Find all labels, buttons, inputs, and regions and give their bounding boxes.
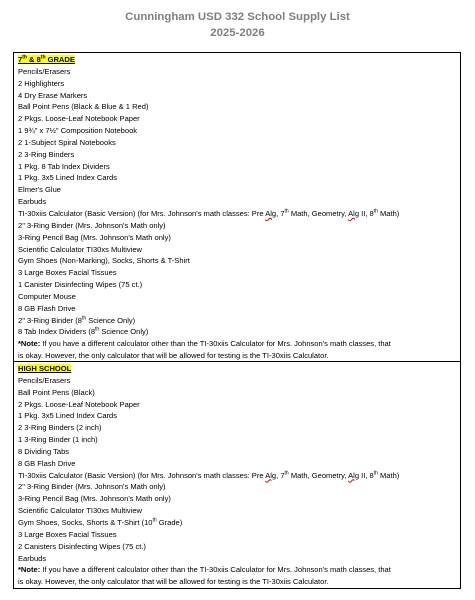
list-item: 8 GB Flash Drive <box>18 303 76 313</box>
list-item: Pencils/Erasers <box>18 375 71 385</box>
calculator-note-line-2: is okay. However, the only calculator that will be allowed for testing is the TI-30xiis Calculator. <box>18 577 329 587</box>
list-item: Ball Point Pens (Black & Blue & 1 Red) <box>18 102 149 112</box>
list-item: 1 3-Ring Binder (1 inch) <box>18 435 98 445</box>
heading-highlight <box>18 55 75 64</box>
item-text: Science Only) <box>86 315 136 325</box>
list-item: 2 Highlighters <box>18 78 65 88</box>
list-item: 8 Dividing Tabs <box>18 446 70 456</box>
calc-sup: th <box>373 470 378 477</box>
list-item: 2 Pkgs. Loose-Leaf Notebook Paper <box>18 399 140 409</box>
list-item: Pencils/Erasers <box>18 66 71 76</box>
calc-text: Alg <box>348 470 360 480</box>
calculator-note-line-1 <box>14 564 460 576</box>
list-item-calculator <box>14 208 460 220</box>
heading-sup: th <box>22 54 27 61</box>
note-text: If you have a different calculator other than the TI-30xiis Calculator for Mrs. Johnson's math classes, that <box>40 339 391 349</box>
list-item: 3-Ring Pencil Bag (Mrs. Johnson's Math only) <box>18 232 171 242</box>
item-text: Science Only) <box>99 327 149 337</box>
list-item: Gym Shoes (Non-Marking), Socks, Shorts & T-Shirt <box>18 256 190 266</box>
heading-text: GRADE <box>45 55 75 64</box>
list-item: 1 Pkg. 8 Tab Index Dividers <box>18 161 110 171</box>
item-text: Gym Shoes, Socks, Shorts & T-Shirt (10 <box>18 517 153 527</box>
note-text: If you have a different calculator other than the TI-30xiis Calculator for Mrs. Johnson's math classes, that <box>40 565 391 575</box>
list-item: 2 3-Ring Binders <box>18 149 75 159</box>
calc-text: Math) <box>377 470 400 480</box>
calc-text: II, 8 <box>359 470 374 480</box>
document-title-block <box>0 9 475 41</box>
list-item: Scientific Calculator TI30xs Multiview <box>18 244 143 254</box>
heading-text: & 8 <box>26 55 41 64</box>
section-7th-8th-grade <box>14 53 460 362</box>
heading-sup: th <box>40 54 46 61</box>
list-item: 2 Pkgs. Loose-Leaf Notebook Paper <box>18 114 140 124</box>
list-item: 1 Pkg. 3x5 Lined Index Cards <box>18 173 118 183</box>
calc-sup: th <box>373 208 378 215</box>
item-sup: th <box>95 326 100 333</box>
list-item: 2" 3-Ring Binder (Mrs. Johnson's Math only) <box>18 482 166 492</box>
calc-text: Alg <box>265 470 277 480</box>
list-item-calculator <box>14 470 460 482</box>
item-text: 8 Tab Index Dividers (8 <box>18 327 96 337</box>
calc-text: Math) <box>377 208 400 218</box>
list-item: 2 3-Ring Binders (2 inch) <box>18 423 102 433</box>
list-item: 3 Large Boxes Facial Tissues <box>18 268 117 278</box>
list-item: 1 9¾" x 7½" Composition Notebook <box>18 126 138 136</box>
list-item: Earbuds <box>18 197 47 207</box>
list-item-science-dividers <box>14 326 460 338</box>
list-item: Scientific Calculator TI30xs Multiview <box>18 506 143 516</box>
list-item: Earbuds <box>18 553 47 563</box>
note-label: *Note: <box>18 565 41 575</box>
section-heading-high-school <box>14 363 460 375</box>
list-item: Computer Mouse <box>18 291 76 301</box>
item-text: Grade) <box>156 517 183 527</box>
section-heading-7th-8th <box>14 54 460 66</box>
calc-text: TI-30xiis Calculator (Basic Version) (for Mrs. Johnson's math classes: Pre <box>18 470 266 480</box>
heading-highlight: HIGH SCHOOL <box>18 364 72 373</box>
list-item: 2 Canisters Disinfecting Wipes (75 ct.) <box>18 541 146 551</box>
section-high-school <box>14 362 460 588</box>
list-item: 8 GB Flash Drive <box>18 458 76 468</box>
list-item: Ball Point Pens (Black) <box>18 387 95 397</box>
calc-text: , 7 <box>276 208 285 218</box>
calc-text: Alg <box>265 208 277 218</box>
list-item: 3-Ring Pencil Bag (Mrs. Johnson's Math only) <box>18 494 171 504</box>
list-item: 1 Canister Disinfecting Wipes (75 ct.) <box>18 280 143 290</box>
list-item: 3 Large Boxes Facial Tissues <box>18 529 117 539</box>
list-item-science-binder <box>14 315 460 327</box>
document-title: Cunningham USD 332 School Supply List <box>125 11 350 23</box>
list-item-gym <box>14 517 460 529</box>
list-item: 1 Pkg. 3x5 Lined Index Cards <box>18 411 118 421</box>
item-text: 2" 3-Ring Binder (8 <box>18 315 82 325</box>
calculator-note-line-2: is okay. However, the only calculator that will be allowed for testing is the TI-30xiis Calculator. <box>18 351 329 361</box>
calculator-note-line-1 <box>14 338 460 350</box>
note-label: *Note: <box>18 339 41 349</box>
list-item: 4 Dry Erase Markers <box>18 90 88 100</box>
calc-text: II, 8 <box>359 208 374 218</box>
item-sup: th <box>152 517 157 524</box>
calc-text: Math, Geometry, <box>288 208 349 218</box>
calc-sup: th <box>284 208 289 215</box>
calc-sup: th <box>284 470 289 477</box>
school-year: 2025-2026 <box>210 27 265 39</box>
calc-text: , 7 <box>276 470 285 480</box>
calc-text: TI-30xiis Calculator (Basic Version) (for Mrs. Johnson's math classes: Pre <box>18 208 266 218</box>
list-item: 2 1-Subject Spiral Notebooks <box>18 137 116 147</box>
calc-text: Alg <box>348 208 360 218</box>
list-item: 2" 3-Ring Binder (Mrs. Johnson's Math only) <box>18 220 166 230</box>
calc-text: Math, Geometry, <box>288 470 349 480</box>
list-item: Elmer's Glue <box>18 185 61 195</box>
supply-list-table <box>13 52 461 589</box>
heading-text: 7 <box>18 55 23 64</box>
item-sup: th <box>81 315 87 322</box>
